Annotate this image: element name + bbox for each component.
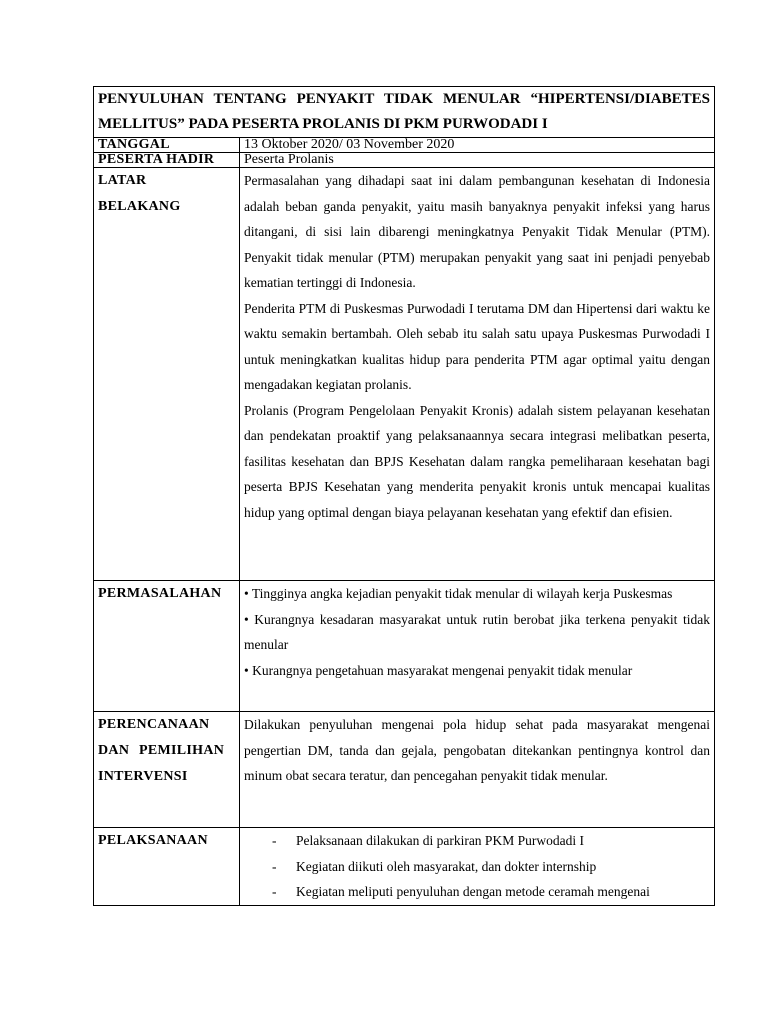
pelaksanaan-label: PELAKSANAAN (94, 828, 240, 906)
list-item (244, 828, 710, 854)
perencanaan-label-line-3: INTERVENSI (98, 769, 188, 784)
perencanaan-row (94, 712, 715, 828)
perencanaan-text: Dilakukan penyuluhan mengenai pola hidup sehat pada masyarakat mengenai pengertian DM, tanda dan gejala, pengobatan ditekankan pentingnya kontrol dan minum obat secara teratur, dan pencegahan penyakit tidak menular. (240, 712, 715, 828)
title-row (94, 87, 715, 138)
perencanaan-label-line-1: PERENCANAAN (98, 717, 210, 732)
dash-marker: - (272, 858, 277, 874)
title-line-1: PENYULUHAN TENTANG PENYAKIT TIDAK MENULAR “HIPERTENSI/DIABETES (98, 91, 710, 107)
dash-marker: - (272, 884, 277, 899)
document-title (94, 87, 715, 138)
latar-belakang-row (94, 168, 715, 581)
latar-belakang-text (240, 168, 715, 581)
latar-belakang-label (94, 168, 240, 581)
list-item-text: Kegiatan diikuti oleh masyarakat, dan dokter internship (296, 858, 597, 874)
perencanaan-label-line-2: DAN PEMILIHAN (98, 743, 225, 758)
perencanaan-label (94, 712, 240, 828)
list-item: • Tingginya angka kejadian penyakit tidak menular di wilayah kerja Puskesmas (244, 586, 673, 601)
title-line-2: MELLITUS” PADA PESERTA PROLANIS DI PKM PURWODADI I (98, 116, 548, 132)
peserta-row (94, 153, 715, 168)
permasalahan-list (240, 581, 715, 712)
list-item: • Kurangnya kesadaran masyarakat untuk rutin berobat jika terkena penyakit tidak menular (244, 611, 710, 652)
latar-label-line-2: BELAKANG (98, 199, 181, 214)
tanggal-row (94, 138, 715, 153)
permasalahan-row (94, 581, 715, 712)
tanggal-value: 13 Oktober 2020/ 03 November 2020 (240, 138, 715, 153)
pelaksanaan-list (240, 828, 715, 906)
latar-paragraph: Prolanis (Program Pengelolaan Penyakit Kronis) adalah sistem pelayanan kesehatan dan pendekatan proaktif yang pelaksanaannya secara integrasi melibatkan peserta, fasilitas kesehatan dan BPJS Kesehatan dalam rangka pemeliharaan kesehatan bagi peserta BPJS Kesehatan yang menderita penyakit kronis untuk mencapai kualitas hidup yang optimal dengan biaya pelayanan kesehatan yang efektif dan efisien. (244, 402, 710, 520)
list-item-text: Kegiatan meliputi penyuluhan dengan metode ceramah mengenai (296, 884, 650, 899)
list-item-text: Pelaksanaan dilakukan di parkiran PKM Purwodadi I (296, 833, 584, 848)
report-table (93, 86, 715, 906)
latar-paragraph: Penderita PTM di Puskesmas Purwodadi I terutama DM dan Hipertensi dari waktu ke waktu semakin bertambah. Oleh sebab itu salah satu upaya Puskesmas Purwodadi I untuk meningkatkan kualitas hidup para penderita PTM agar optimal yaitu dengan mengadakan kegiatan prolanis. (244, 300, 710, 392)
list-item (244, 854, 710, 880)
list-item (244, 879, 710, 905)
list-item: • Kurangnya pengetahuan masyarakat mengenai penyakit tidak menular (244, 662, 633, 678)
pelaksanaan-row (94, 828, 715, 906)
permasalahan-label: PERMASALAHAN (94, 581, 240, 712)
latar-paragraph: Permasalahan yang dihadapi saat ini dalam pembangunan kesehatan di Indonesia adalah beban ganda penyakit, yaitu masih banyaknya penyakit infeksi yang harus ditangani, di sisi lain dibarengi meningkatnya Penyakit Tidak Menular (PTM). Penyakit tidak menular (PTM) merupakan penyakit yang saat ini penjadi penyebab kematian tertinggi di Indonesia. (244, 173, 710, 290)
peserta-value: Peserta Prolanis (240, 153, 715, 168)
peserta-label: PESERTA HADIR (94, 153, 240, 168)
dash-marker: - (272, 833, 277, 848)
tanggal-label: TANGGAL (94, 138, 240, 153)
latar-label-line-1: LATAR (98, 173, 147, 188)
